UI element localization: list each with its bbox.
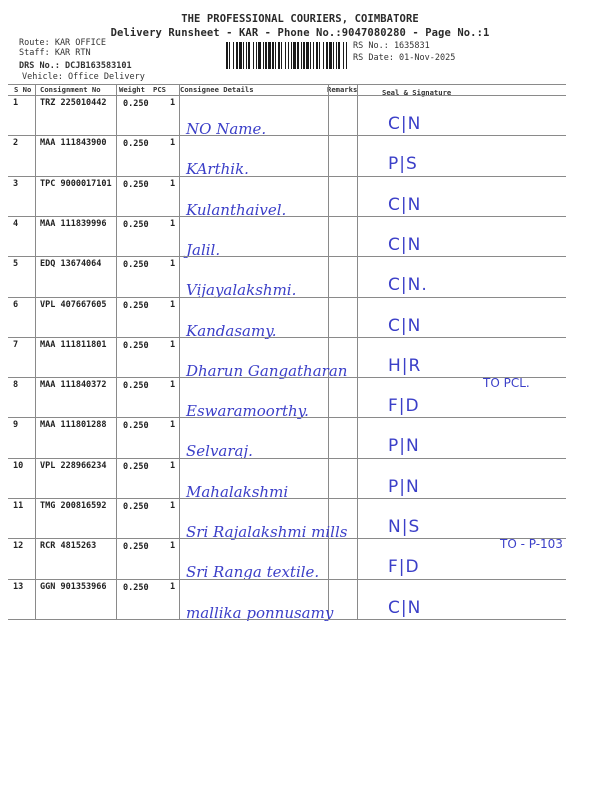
col-divider [116, 84, 117, 620]
row-consignee-handwritten: Mahalakshmi [186, 482, 289, 501]
col-consignment: Consignment No [40, 85, 101, 94]
row-sno: 11 [13, 501, 24, 511]
barcode-bar [303, 42, 305, 69]
row-consignment: TMG 200816592 [40, 501, 107, 511]
barcode-bar [285, 42, 286, 69]
barcode-bar [239, 42, 242, 69]
row-consignment: MAA 111840372 [40, 380, 107, 391]
row-consignment: TPC 9000017101 [40, 178, 112, 189]
row-divider [8, 458, 566, 459]
row-pcs: 1 [170, 460, 176, 471]
col-weight: Weight [119, 85, 145, 94]
row-pcs: 1 [170, 138, 176, 149]
row-seal-signature: C|N [388, 597, 422, 618]
row-sno: 12 [13, 541, 24, 552]
barcode-bar [313, 42, 314, 69]
row-consignee-handwritten: NO Name. [186, 120, 267, 138]
row-consignment: MAA 111839996 [40, 218, 107, 229]
row-sno: 5 [13, 259, 19, 270]
row-consignment: RCR 4815263 [40, 541, 97, 552]
row-consignment: MAA 111811801 [40, 339, 107, 350]
barcode-bar [243, 42, 244, 69]
barcode-bar [343, 42, 344, 69]
col-divider [35, 84, 36, 620]
barcode-bar [226, 42, 228, 69]
row-seal-signature: C|N [388, 234, 422, 255]
col-divider [357, 84, 358, 620]
row-seal-signature: C|N [388, 114, 422, 134]
col-remarks: Remarks [327, 85, 358, 94]
row-divider [8, 216, 566, 217]
col-sno: S No [14, 85, 32, 94]
row-seal-signature: F|D [388, 557, 420, 578]
staff-label: Staff: KAR RTN [19, 48, 91, 58]
barcode-image [226, 42, 348, 69]
barcode-bar [229, 42, 230, 69]
barcode-bar [253, 42, 254, 69]
row-remark-handwritten: TO - P-103 [500, 537, 563, 552]
barcode-bar [297, 42, 299, 69]
rs-number: RS No.: 1635831 [353, 41, 430, 51]
drs-number: DRS No.: DCJB163583101 [19, 61, 132, 71]
rs-date: RS Date: 01-Nov-2025 [353, 53, 456, 63]
barcode-bar [310, 42, 311, 69]
barcode-bar [272, 42, 274, 69]
barcode-bar [326, 42, 328, 69]
col-pcs: PCS [153, 85, 166, 94]
barcode-bar [338, 42, 340, 69]
row-sno: 6 [13, 299, 19, 310]
row-pcs: 1 [170, 259, 176, 270]
row-divider [8, 498, 566, 499]
route-label: Route: KAR OFFICE [19, 38, 106, 48]
row-consignee-handwritten: Kulanthaivel. [186, 200, 287, 219]
barcode-bar [291, 42, 292, 69]
row-consignment: EDQ 13674064 [40, 259, 102, 270]
barcode-bar [248, 42, 250, 69]
row-consignee-handwritten: Sri Ranga textile. [186, 563, 320, 582]
row-consignment: VPL 228966234 [40, 460, 107, 471]
row-divider [8, 176, 566, 177]
row-sno: 9 [13, 420, 19, 431]
barcode-bar [256, 42, 257, 69]
barcode-bar [265, 42, 267, 69]
row-consignment: GGN 901353966 [40, 581, 107, 592]
header-bottom-rule [8, 95, 566, 96]
row-weight: 0.250 [123, 219, 149, 230]
vehicle-label: Vehicle: Office Delivery [22, 72, 145, 82]
row-seal-signature: C|N [388, 315, 422, 336]
row-divider [8, 135, 566, 136]
row-pcs: 1 [170, 178, 176, 189]
row-divider [8, 256, 566, 257]
barcode-bar [319, 42, 320, 69]
barcode-bar [329, 42, 332, 69]
barcode-bar [236, 42, 238, 69]
barcode-bar [233, 42, 234, 69]
barcode-bar [293, 42, 296, 69]
row-sno: 3 [13, 178, 19, 189]
barcode-bar [263, 42, 264, 69]
barcode-bar [333, 42, 334, 69]
row-weight: 0.250 [123, 260, 149, 271]
row-consignee-handwritten: Sri Rajalakshmi mills [186, 523, 348, 541]
barcode-bar [288, 42, 289, 69]
row-consignee-handwritten: KArthik. [186, 160, 249, 179]
row-consignment: TRZ 225010442 [40, 98, 107, 108]
barcode-bar [268, 42, 271, 69]
row-weight: 0.250 [123, 542, 149, 553]
row-consignee-handwritten: Selvaraj. [186, 442, 253, 461]
row-pcs: 1 [170, 299, 176, 310]
row-weight: 0.250 [123, 139, 149, 150]
barcode-bar [281, 42, 282, 69]
barcode-bar [323, 42, 324, 69]
barcode-bar [306, 42, 309, 69]
row-weight: 0.250 [123, 300, 149, 311]
row-remark-handwritten: TO PCL. [483, 376, 530, 391]
col-seal: Seal & Signature [382, 88, 452, 97]
row-consignee-handwritten: Kandasamy. [186, 321, 277, 340]
row-divider [8, 538, 566, 539]
row-weight: 0.250 [123, 421, 149, 432]
row-consignee-handwritten: Eswaramoorthy. [186, 402, 309, 421]
row-consignee-handwritten: Dharun Gangatharan [186, 361, 348, 380]
row-consignment: MAA 111843900 [40, 138, 107, 149]
row-consignment: MAA 111801288 [40, 420, 107, 431]
row-seal-signature: F|D [388, 396, 420, 417]
barcode-bar [316, 42, 318, 69]
row-divider [8, 619, 566, 620]
row-weight: 0.250 [123, 381, 149, 392]
row-pcs: 1 [170, 501, 176, 511]
row-seal-signature: N|S [388, 517, 421, 537]
row-sno: 10 [13, 460, 24, 471]
row-sno: 4 [13, 218, 19, 229]
row-seal-signature: P|N [388, 476, 420, 497]
row-sno: 2 [13, 138, 19, 149]
runsheet-subtitle: Delivery Runsheet - KAR - Phone No.:9047080280 - Page No.:1 [110, 27, 490, 39]
row-consignee-handwritten: Jalil. [186, 240, 221, 259]
row-sno: 13 [13, 581, 24, 592]
row-seal-signature: H|R [388, 355, 422, 376]
barcode-bar [336, 42, 337, 69]
row-pcs: 1 [170, 581, 176, 592]
barcode-bar [346, 42, 347, 69]
row-pcs: 1 [170, 380, 176, 391]
row-divider [8, 417, 566, 418]
barcode-bar [301, 42, 302, 69]
row-sno: 1 [13, 98, 19, 108]
row-pcs: 1 [170, 98, 176, 108]
row-pcs: 1 [170, 541, 176, 552]
barcode-bar [275, 42, 276, 69]
barcode-bar [246, 42, 247, 69]
barcode-bar [258, 42, 261, 69]
row-weight: 0.250 [123, 340, 149, 351]
row-weight: 0.250 [123, 461, 149, 472]
row-seal-signature: P|N [388, 436, 420, 457]
row-pcs: 1 [170, 218, 176, 229]
row-divider [8, 297, 566, 298]
row-consignment: VPL 407667605 [40, 299, 107, 310]
company-title: THE PROFESSIONAL COURIERS, COIMBATORE [181, 13, 419, 25]
row-consignee-handwritten: mallika ponnusamy [186, 603, 334, 622]
row-seal-signature: P|S [388, 154, 418, 175]
row-weight: 0.250 [123, 99, 149, 109]
row-divider [8, 337, 566, 338]
row-sno: 8 [13, 380, 19, 391]
row-weight: 0.250 [123, 582, 149, 593]
row-seal-signature: C|N [388, 194, 422, 215]
barcode-bar [278, 42, 280, 69]
row-pcs: 1 [170, 420, 176, 431]
row-pcs: 1 [170, 339, 176, 350]
row-sno: 7 [13, 339, 19, 350]
row-weight: 0.250 [123, 179, 149, 190]
row-seal-signature: C|N. [388, 275, 428, 296]
row-consignee-handwritten: Vijayalakshmi. [186, 281, 297, 300]
col-divider [179, 84, 180, 620]
row-divider [8, 579, 566, 580]
row-weight: 0.250 [123, 502, 149, 512]
col-consignee: Consignee Details [180, 85, 254, 94]
